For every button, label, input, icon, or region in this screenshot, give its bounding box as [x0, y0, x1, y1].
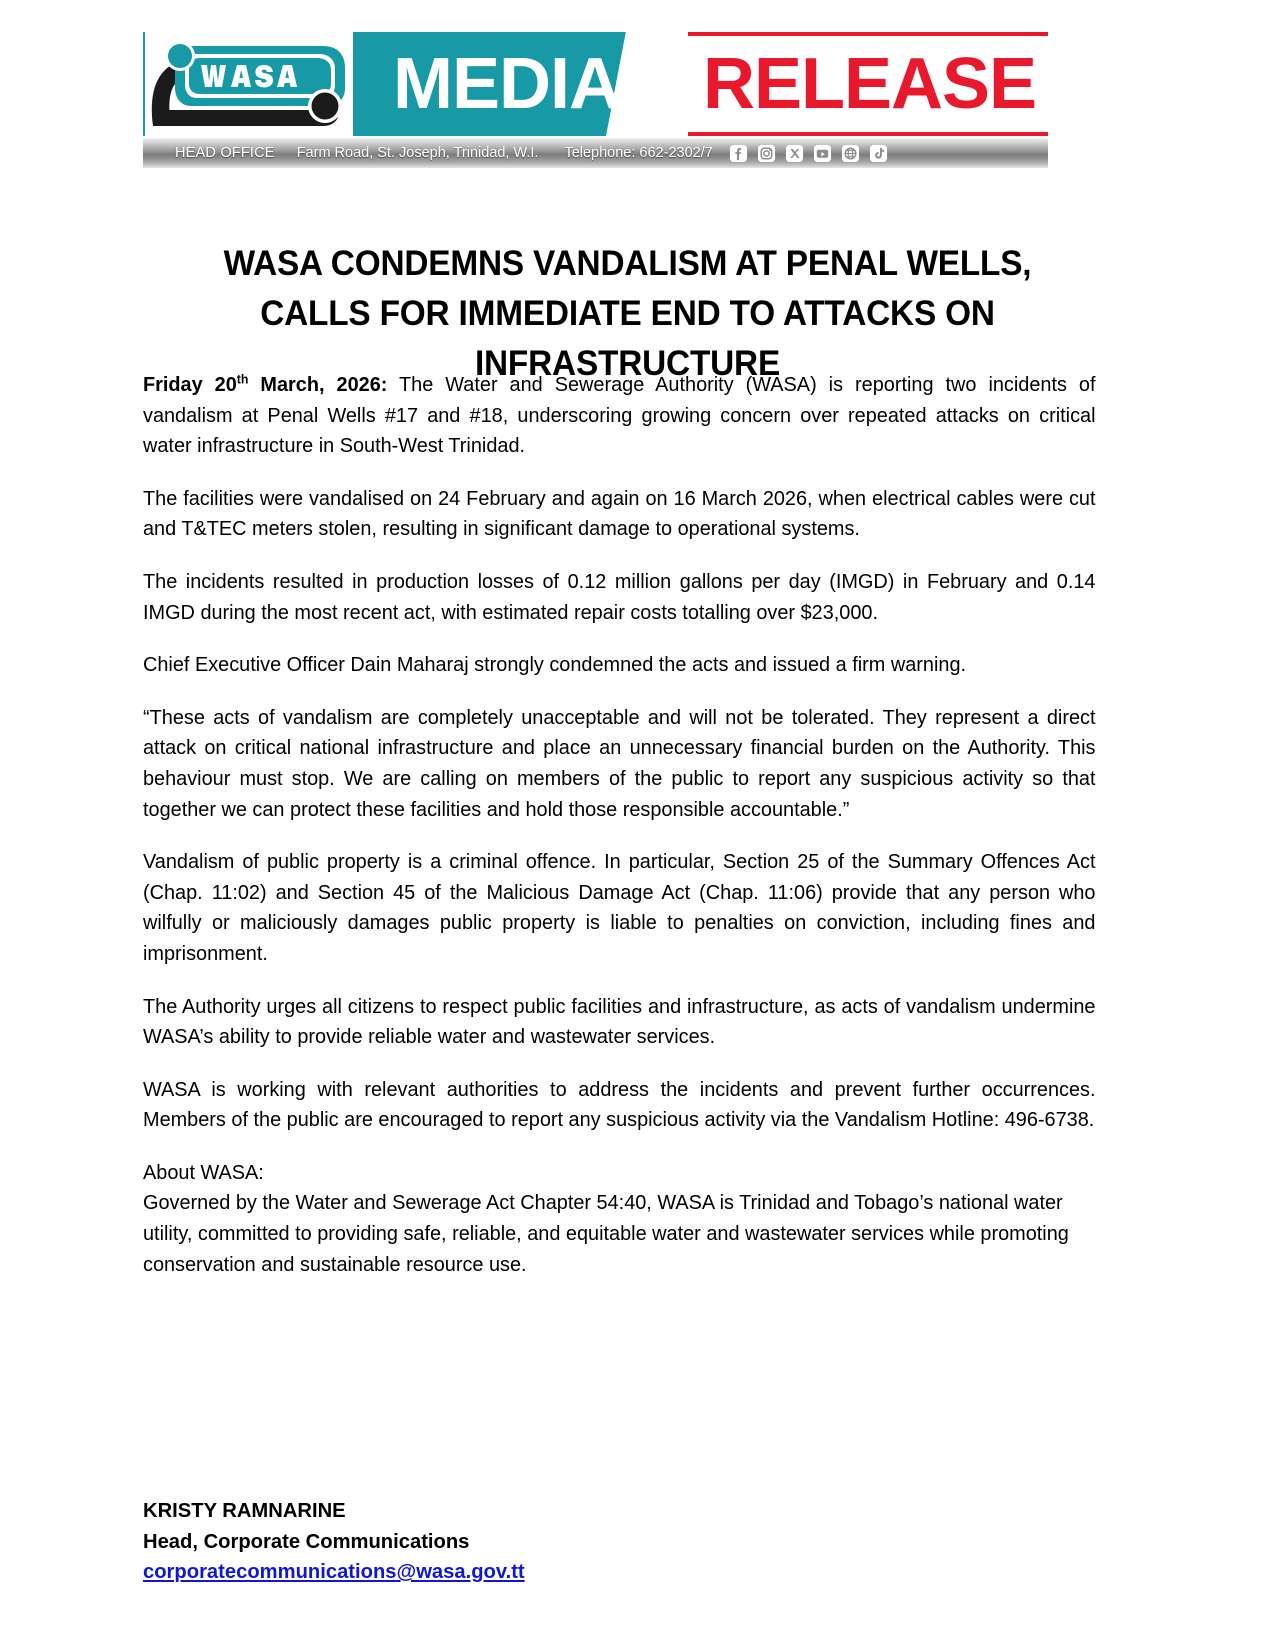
release-date-prefix: Friday 20 [143, 374, 237, 396]
banner-bottom-rule [688, 132, 1048, 136]
wasa-logo-icon [147, 34, 352, 134]
release-date-ordinal: th [236, 372, 249, 387]
about-wasa-text: Governed by the Water and Sewerage Act Chapter 54:40, WASA is Trinidad and Tobago’s national water utility, committed to providing safe, reliable, and equitable water and wastewater services while promoting conservation and sustainable resource use. [143, 1192, 1069, 1276]
page-title: WASA CONDEMNS VANDALISM AT PENAL WELLS, CALLS FOR IMMEDIATE END TO ATTACKS ON INFRASTRUCTURE [223, 242, 1032, 383]
paragraph-legal: Vandalism of public property is a criminal offence. In particular, Section 25 of the Summary Offences Act (Chap. 11:02) and Section 45 of the Malicious Damage Act (Chap. 11:06) provide that any person who wilfully or maliciously damages public property is liable to penalties on conviction, including fines and imprisonment. [143, 851, 1096, 965]
x-twitter-icon[interactable] [785, 144, 804, 163]
office-address: Farm Road, St. Joseph, Trinidad, W.I. [296, 145, 539, 161]
paragraph-appeal: The Authority urges all citizens to respect public facilities and infrastructure, as acts of vandalism undermine WASA’s ability to provide reliable water and wastewater services. [143, 995, 1096, 1049]
paragraph-ceo-intro: Chief Executive Officer Dain Maharaj strongly condemned the acts and issued a firm warning. [143, 654, 967, 677]
social-links [729, 144, 888, 163]
facebook-icon[interactable] [729, 144, 748, 163]
paragraph-incident-detail: The facilities were vandalised on 24 February and again on 16 March 2026, when electrical cables were cut and T&TEC meters stolen, resulting in significant damage to operational systems. [143, 487, 1096, 541]
instagram-icon[interactable] [757, 144, 776, 163]
head-office-label: HEAD OFFICE [175, 145, 275, 161]
paragraph-losses: The incidents resulted in production losses of 0.12 million gallons per day (IMGD) in February and 0.14 IMGD during the most recent act, with estimated repair costs totalling over $23,000. [143, 570, 1096, 624]
paragraph-lead-text: The Water and Sewerage Authority (WASA) is reporting two incidents of vandalism at Penal Wells #17 and #18, underscoring growing concern over repeated attacks on critical water infrastructure in South-West Trinidad. [143, 374, 1096, 458]
contact-role: Head, Corporate Communications [143, 1530, 470, 1553]
paragraph-lead [143, 370, 1095, 462]
banner-media-text: MEDIA [393, 44, 620, 124]
paragraph-hotline: WASA is working with relevant authorities to address the incidents and prevent further occurrences. Members of the public are encouraged to report any suspicious activity via the Vandalism Hotline: 496-6738. [143, 1078, 1096, 1132]
website-globe-icon[interactable] [841, 144, 860, 163]
about-wasa-heading: About WASA: [143, 1161, 264, 1184]
address-strip [143, 138, 1048, 168]
media-release-banner [143, 28, 1048, 138]
wasa-logo [147, 34, 352, 134]
banner-top-rule [688, 32, 1048, 36]
contact-email-link[interactable]: corporatecommunications@wasa.gov.tt [143, 1561, 525, 1584]
office-telephone: Telephone: 662-2302/7 [564, 145, 713, 161]
youtube-icon[interactable] [813, 144, 832, 163]
signature-block [143, 1496, 743, 1588]
release-body [143, 370, 1095, 1302]
letterhead-header [143, 28, 1048, 170]
release-date [143, 374, 387, 396]
banner-release-text: RELEASE [703, 44, 1037, 124]
contact-name: KRISTY RAMNARINE [143, 1500, 346, 1522]
tiktok-icon[interactable] [869, 144, 888, 163]
paragraph-ceo-quote: “These acts of vandalism are completely unacceptable and will not be tolerated. They represent a direct attack on critical national infrastructure and place an unnecessary financial burden on the Authority. This behaviour must stop. We are calling on members of the public to report any suspicious activity so that together we can protect these facilities and hold those responsible accountable.” [143, 706, 1096, 821]
release-date-suffix: March, 2026: [248, 374, 388, 396]
